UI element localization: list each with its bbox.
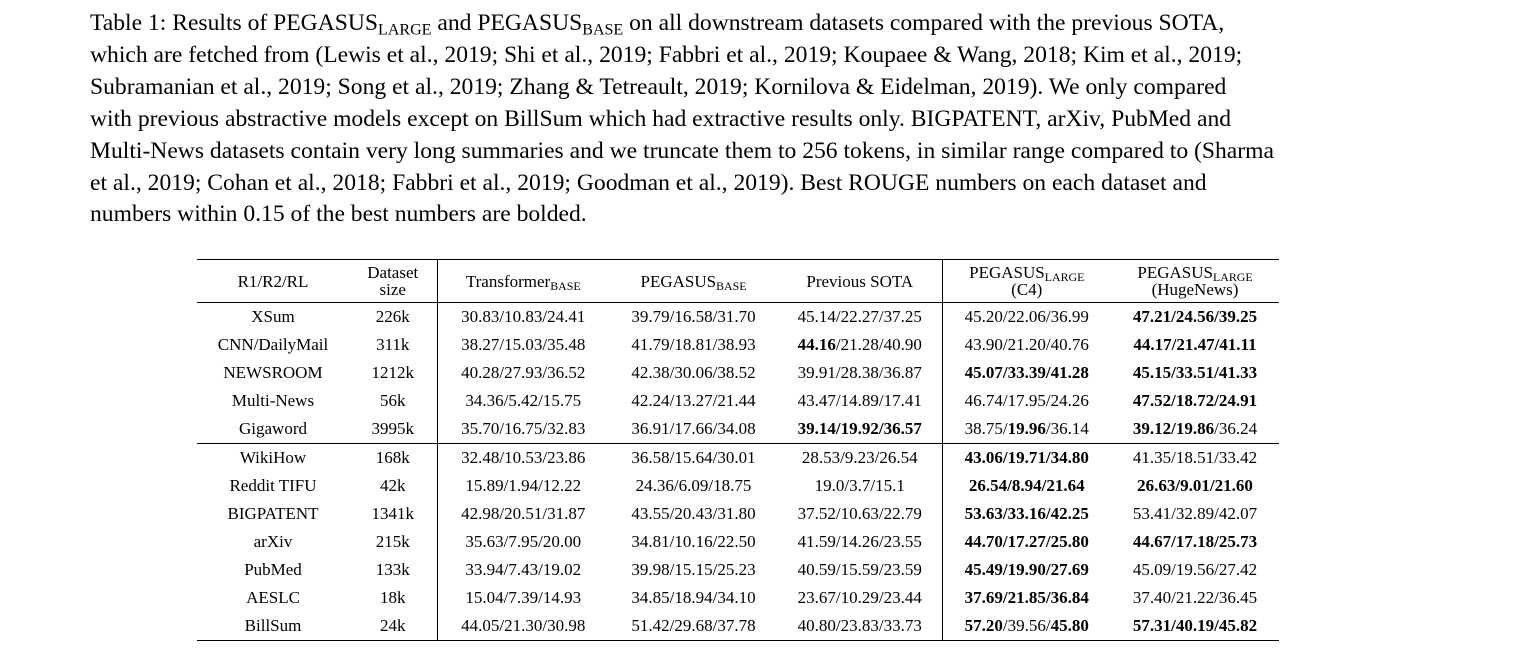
header-pegasus-large-c4: $PEGASUS_{LARGE}$ (C4) — [942, 260, 1111, 303]
cell-pegasus-base: 39.79/16.58/31.70 — [631, 307, 756, 326]
cell-pegasus-large-hugenews: 37.40/21.22/36.45 — [1132, 588, 1258, 607]
cell-pegasus-large-c4: 45.07/33.39/41.28 — [964, 363, 1089, 382]
table-row — [197, 444, 1279, 473]
cell-pegasus-large-c4: 45.49/19.90/27.69 — [964, 560, 1089, 579]
cell-pegasus-large-c4: 57.20/39.56/45.80 — [942, 612, 1111, 641]
caption-line: with previous abstractive models except on BillSum which had extractive results only. BIGPATENT, arXiv, PubMed and — [90, 105, 1232, 132]
cell-size: 168k — [349, 444, 437, 473]
cell-pegasus-base: 36.58/15.64/30.01 — [609, 444, 778, 473]
cell-pegasus-base: 34.85/18.94/34.10 — [631, 588, 756, 607]
header-dataset-size: Dataset size — [349, 260, 437, 303]
cell-size: 24k — [349, 612, 437, 641]
results-table — [197, 259, 1279, 641]
table-caption — [90, 8, 1420, 231]
cell-pegasus-large-c4: 26.54/8.94/21.64 — [968, 476, 1085, 495]
cell-pegasus-base: 42.38/30.06/38.52 — [631, 363, 756, 382]
cell-size: 215k — [349, 528, 437, 556]
cell-pegasus-large-c4: 43.90/21.20/40.76 — [964, 335, 1089, 354]
cell-pegasus-large-hugenews: 47.21/24.56/39.25 — [1132, 307, 1258, 326]
table-row — [197, 500, 1279, 528]
cell-transformer-base: 35.63/7.95/20.00 — [465, 532, 582, 551]
table-row — [197, 612, 1279, 641]
cell-transformer-base: 15.04/7.39/14.93 — [465, 588, 582, 607]
cell-dataset: WikiHow — [197, 444, 349, 473]
table-row — [197, 556, 1279, 584]
cell-previous-sota: 40.80/23.83/33.73 — [778, 612, 942, 641]
table-row — [197, 415, 1279, 444]
cell-transformer-base: 44.05/21.30/30.98 — [437, 612, 609, 641]
cell-pegasus-base: 24.36/6.09/18.75 — [635, 476, 752, 495]
table-header — [197, 260, 1279, 303]
cell-transformer-base: 33.94/7.43/19.02 — [465, 560, 582, 579]
cell-pegasus-base: 36.91/17.66/34.08 — [631, 419, 756, 438]
cell-previous-sota: 45.14/22.27/37.25 — [778, 303, 942, 332]
cell-size: 1341k — [349, 500, 437, 528]
table-row — [197, 472, 1279, 500]
cell-dataset: arXiv — [253, 532, 293, 551]
cell-dataset: PubMed — [244, 560, 302, 579]
cell-transformer-base: 30.83/10.83/24.41 — [461, 307, 586, 326]
cell-transformer-base: 40.28/27.93/36.52 — [461, 363, 586, 382]
header-pegasus-base: $PEGASUS_{BASE}$ — [609, 260, 778, 303]
cell-pegasus-large-c4: 38.75/19.96/36.14 — [964, 419, 1089, 438]
cell-previous-sota: 28.53/9.23/26.54 — [778, 444, 942, 473]
header-previous-sota: Previous SOTA — [778, 260, 942, 303]
cell-pegasus-large-hugenews: 41.35/18.51/33.42 — [1111, 444, 1279, 473]
header-transformer-base: Transformer$_{BASE}$ — [437, 260, 609, 303]
caption-line: et al., 2019; Cohan et al., 2018; Fabbri et al., 2019; Goodman et al., 2019). Best ROUGE numbers on each dataset and — [90, 169, 1207, 196]
cell-pegasus-base: 43.55/20.43/31.80 — [631, 504, 756, 523]
cell-previous-sota: 39.14/19.92/36.57 — [778, 415, 942, 444]
table-row — [197, 528, 1279, 556]
cell-pegasus-large-c4: 46.74/17.95/24.26 — [964, 391, 1089, 410]
cell-size: 56k — [349, 387, 437, 415]
cell-previous-sota: 37.52/10.63/22.79 — [778, 500, 942, 528]
cell-size: 3995k — [349, 415, 437, 444]
cell-size: 226k — [349, 303, 437, 332]
table-body — [197, 303, 1279, 641]
caption-line: Subramanian et al., 2019; Song et al., 2019; Zhang & Tetreault, 2019; Kornilova & Eidelman, 2019). We only compared — [90, 73, 1227, 100]
header-r1r2rl: R1/R2/RL — [197, 260, 349, 303]
cell-dataset: Multi-News — [231, 391, 315, 410]
caption-line: numbers within 0.15 of the best numbers are bolded. — [90, 201, 587, 228]
cell-dataset: Gigaword — [239, 419, 307, 438]
cell-dataset: BillSum — [197, 612, 349, 641]
cell-previous-sota: 39.91/28.38/36.87 — [778, 359, 942, 387]
table-row — [197, 303, 1279, 332]
cell-pegasus-base: 34.81/10.16/22.50 — [631, 532, 756, 551]
cell-pegasus-large-hugenews: 26.63/9.01/21.60 — [1137, 476, 1253, 495]
cell-pegasus-large-hugenews: 45.15/33.51/41.33 — [1132, 363, 1258, 382]
cell-dataset: Reddit TIFU — [229, 476, 317, 495]
cell-transformer-base: 42.98/20.51/31.87 — [461, 504, 586, 523]
table-row — [197, 584, 1279, 612]
caption-line: Table 1: Results of $PEGASUS_{LARGE}$ and $PEGASUS_{BASE}$ on all downstream datasets compared with the previous SOTA, — [90, 10, 1225, 39]
cell-pegasus-base: 39.98/15.15/25.23 — [631, 560, 756, 579]
cell-transformer-base: 15.89/1.94/12.22 — [465, 476, 582, 495]
header-row — [197, 260, 1279, 303]
cell-previous-sota: 41.59/14.26/23.55 — [778, 528, 942, 556]
cell-previous-sota: 43.47/14.89/17.41 — [778, 387, 942, 415]
cell-pegasus-large-hugenews: 45.09/19.56/27.42 — [1132, 560, 1258, 579]
cell-size: 1212k — [349, 359, 437, 387]
cell-transformer-base: 32.48/10.53/23.86 — [437, 444, 609, 473]
cell-dataset: AESLC — [246, 588, 300, 607]
caption-line: Multi-News datasets contain very long summaries and we truncate them to 256 tokens, in similar range compared to (Sharma — [90, 137, 1274, 164]
table-row — [197, 359, 1279, 387]
header-pegasus-large-hugenews: $PEGASUS_{LARGE}$ (HugeNews) — [1111, 260, 1279, 303]
cell-size: 311k — [349, 331, 437, 359]
cell-pegasus-large-c4: 45.20/22.06/36.99 — [964, 307, 1089, 326]
cell-pegasus-large-hugenews: 44.17/21.47/41.11 — [1133, 335, 1257, 354]
cell-dataset: BIGPATENT — [227, 504, 319, 523]
cell-dataset: NEWSROOM — [223, 363, 323, 382]
cell-pegasus-large-hugenews: 47.52/18.72/24.91 — [1132, 391, 1258, 410]
cell-previous-sota: 40.59/15.59/23.59 — [778, 556, 942, 584]
cell-pegasus-large-c4: 44.70/17.27/25.80 — [964, 532, 1089, 551]
cell-transformer-base: 34.36/5.42/15.75 — [465, 391, 582, 410]
cell-pegasus-large-c4: 43.06/19.71/34.80 — [942, 444, 1111, 473]
cell-previous-sota: 19.0/3.7/15.1 — [778, 472, 942, 500]
cell-transformer-base: 38.27/15.03/35.48 — [461, 335, 586, 354]
table-row — [197, 331, 1279, 359]
cell-pegasus-large-hugenews: 57.31/40.19/45.82 — [1111, 612, 1279, 641]
cell-pegasus-large-hugenews: 53.41/32.89/42.07 — [1132, 504, 1258, 523]
cell-size: 18k — [349, 584, 437, 612]
caption-line: which are fetched from (Lewis et al., 2019; Shi et al., 2019; Fabbri et al., 2019; Koupaee & Wang, 2018; Kim et al., 2019; — [90, 41, 1243, 68]
cell-dataset: XSum — [251, 307, 295, 326]
cell-previous-sota: 44.16/21.28/40.90 — [778, 331, 942, 359]
table-row — [197, 387, 1279, 415]
cell-pegasus-base: 51.42/29.68/37.78 — [609, 612, 778, 641]
cell-size: 42k — [349, 472, 437, 500]
cell-dataset: CNN/DailyMail — [217, 335, 329, 354]
cell-transformer-base: 35.70/16.75/32.83 — [461, 419, 586, 438]
cell-pegasus-large-c4: 53.63/33.16/42.25 — [964, 504, 1089, 523]
cell-pegasus-large-hugenews: 39.12/19.86/36.24 — [1132, 419, 1258, 438]
cell-pegasus-base: 41.79/18.81/38.93 — [631, 335, 756, 354]
cell-pegasus-large-hugenews: 44.67/17.18/25.73 — [1132, 532, 1258, 551]
cell-pegasus-base: 42.24/13.27/21.44 — [631, 391, 756, 410]
cell-pegasus-large-c4: 37.69/21.85/36.84 — [964, 588, 1089, 607]
cell-size: 133k — [349, 556, 437, 584]
cell-previous-sota: 23.67/10.29/23.44 — [778, 584, 942, 612]
